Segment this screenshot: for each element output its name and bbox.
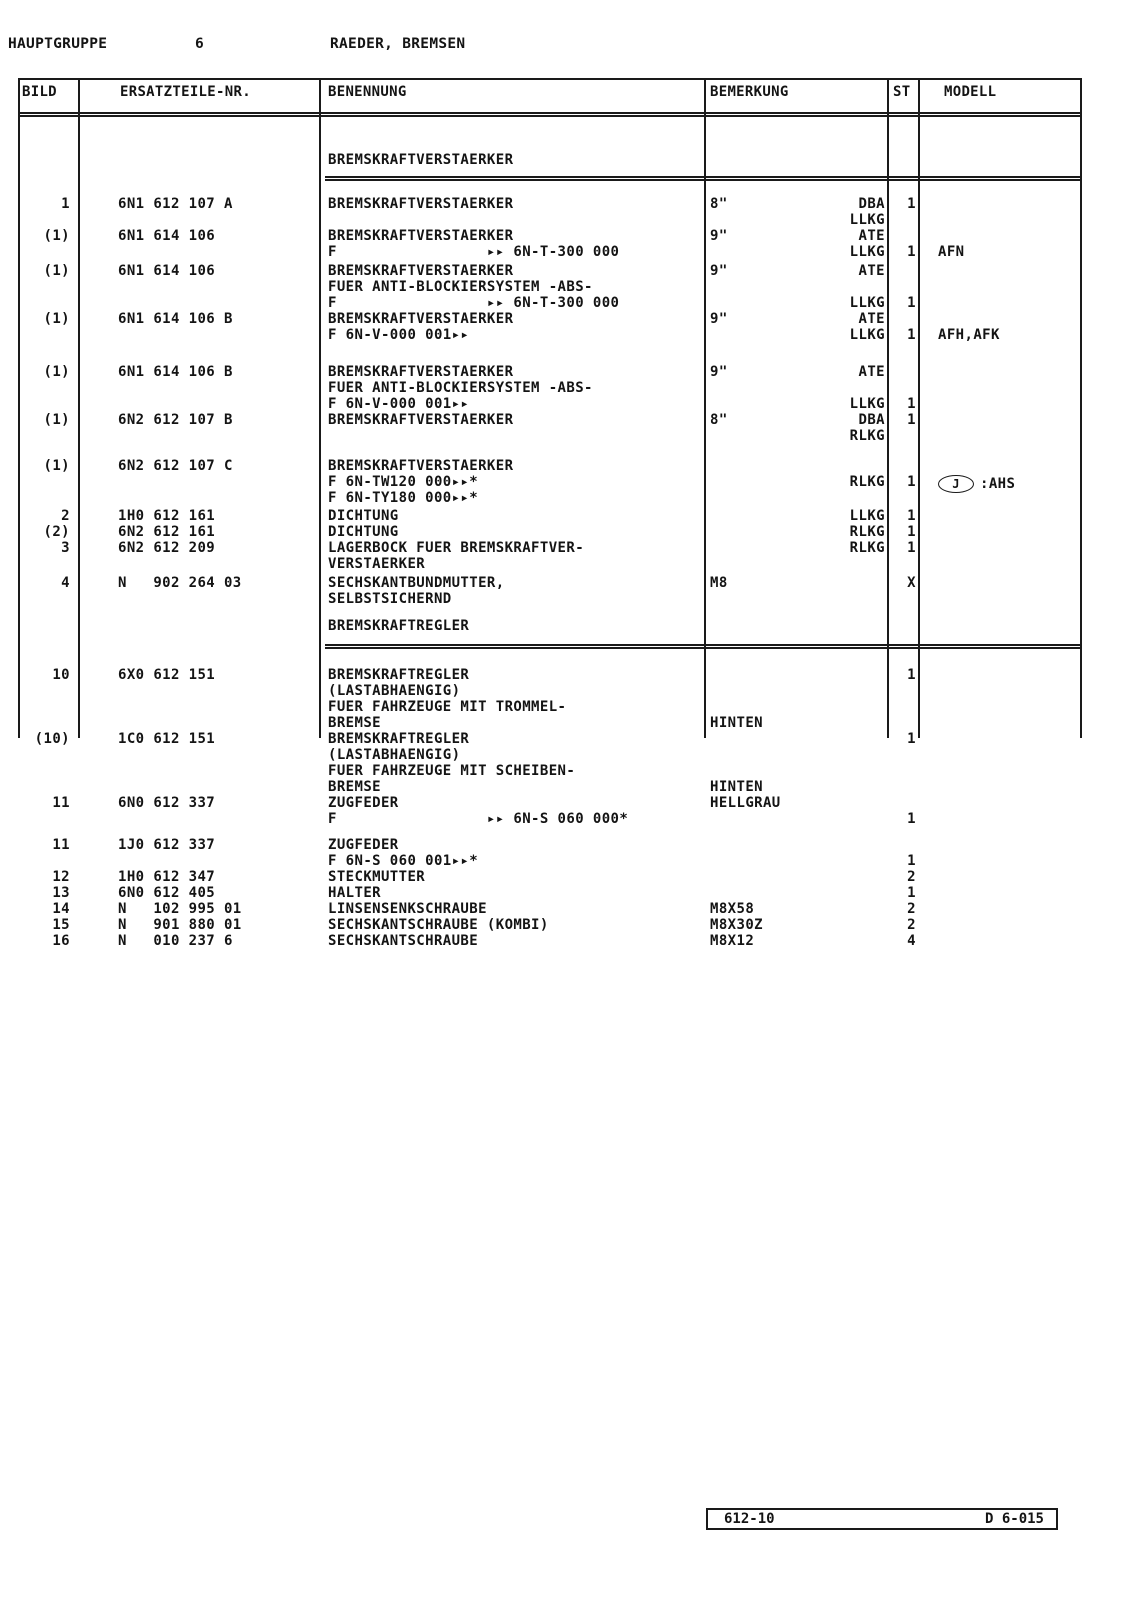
row-bem-cell: 9" [710,311,728,327]
row-benn-cell: FUER ANTI-BLOCKIERSYSTEM -ABS- [328,380,593,396]
row-st-cell: 1 [907,731,916,747]
row-st-cell: 4 [907,933,916,949]
row-part-cell: 6N2 612 107 B [118,412,233,428]
row-benn-cell: SELBSTSICHERND [328,591,452,607]
row-benn-cell: BREMSKRAFTVERSTAERKER [328,412,514,428]
row-bemr-cell: ATE [858,311,885,327]
row-bem-cell: 8" [710,412,728,428]
row-bild-cell: (1) [43,458,70,474]
row-bild-cell: (1) [43,412,70,428]
row-part-cell: 6N2 612 209 [118,540,216,556]
row-bemr-cell: RLKG [849,540,885,556]
row-st-cell: 1 [907,540,916,556]
row-st-cell: 1 [907,474,916,490]
row-part-cell: 6N0 612 405 [118,885,216,901]
footer-code-left: 612-10 [724,1511,775,1527]
row-bild-cell: 3 [61,540,70,556]
row-benn-cell: LAGERBOCK FUER BREMSKRAFTVER- [328,540,585,556]
row-benn-cell: F ▸▸ 6N-T-300 000 [328,295,620,311]
row-benn-cell: BREMSKRAFTVERSTAERKER [328,263,514,279]
row-bild-cell: 13 [52,885,70,901]
row-st-cell: 1 [907,811,916,827]
row-part-cell: 6X0 612 151 [118,667,216,683]
row-benn-cell: F 6N-V-000 001▸▸ [328,396,470,412]
group-title: RAEDER, BREMSEN [330,36,466,52]
group-number: 6 [195,36,205,52]
row-st-cell: 2 [907,917,916,933]
row-bemr-cell: RLKG [849,474,885,490]
row-st-cell: 1 [907,508,916,524]
row-bem-cell: HINTEN [710,779,763,795]
col-remark: BEMERKUNG [710,84,789,100]
row-benn-cell: STECKMUTTER [328,869,426,885]
row-benn-cell: F 6N-S 060 001▸▸* [328,853,479,869]
row-bild-cell: (1) [43,228,70,244]
row-benn-cell: BREMSKRAFTVERSTAERKER [328,311,514,327]
row-benn-cell: F 6N-TW120 000▸▸* [328,474,479,490]
row-benn-cell: DICHTUNG [328,524,399,540]
row-benn-cell: F ▸▸ 6N-T-300 000 [328,244,620,260]
row-part-cell: 6N2 612 107 C [118,458,233,474]
row-bemr-cell: LLKG [849,508,885,524]
row-benn-cell: FUER FAHRZEUGE MIT SCHEIBEN- [328,763,576,779]
col-model: MODELL [944,84,997,100]
row-bild-cell: (1) [43,311,70,327]
row-bemr-cell: LLKG [849,396,885,412]
row-benn-cell: HALTER [328,885,381,901]
row-bild-cell: 14 [52,901,70,917]
row-bem-cell: 9" [710,364,728,380]
row-bemr-cell: LLKG [849,212,885,228]
row-bem-cell: 9" [710,228,728,244]
row-st-cell: X [907,575,916,591]
row-benn-cell: ZUGFEDER [328,837,399,853]
col-name: BENENNUNG [328,84,407,100]
row-bild-cell: 10 [52,667,70,683]
row-benn-cell: F 6N-TY180 000▸▸* [328,490,479,506]
row-part-cell: 1J0 612 337 [118,837,216,853]
row-part-cell: N 102 995 01 [118,901,242,917]
row-benn-cell: ZUGFEDER [328,795,399,811]
row-bemr-cell: DBA [858,196,885,212]
header-rule [18,112,1082,117]
footer-code-right: D 6-015 [984,1511,1044,1527]
row-part-cell: 6N1 614 106 [118,263,216,279]
row-bild-cell: (1) [43,364,70,380]
row-benn-cell: BREMSKRAFTVERSTAERKER [328,458,514,474]
row-st-cell: 1 [907,853,916,869]
row-benn-cell: FUER FAHRZEUGE MIT TROMMEL- [328,699,567,715]
row-st-cell: 1 [907,524,916,540]
row-part-cell: 6N1 614 106 B [118,364,233,380]
row-part-cell: 6N1 614 106 [118,228,216,244]
row-bild-cell: 2 [61,508,70,524]
row-benn-cell: BREMSKRAFTVERSTAERKER [328,364,514,380]
row-benn-cell: SECHSKANTBUNDMUTTER, [328,575,505,591]
row-model-cell [938,475,1015,493]
row-benn-cell: VERSTAERKER [328,556,426,572]
row-bemr-cell: ATE [858,364,885,380]
row-benn-cell: (LASTABHAENGIG) [328,683,461,699]
row-st-cell: 1 [907,244,916,260]
row-benn-cell: BREMSKRAFTVERSTAERKER [328,196,514,212]
row-bem-cell: HINTEN [710,715,763,731]
row-st-cell: 1 [907,327,916,343]
row-benn-cell: F ▸▸ 6N-S 060 000* [328,811,629,827]
row-st-cell: 1 [907,412,916,428]
row-benn-cell: BREMSE [328,779,381,795]
row-part-cell: 6N0 612 337 [118,795,216,811]
model-code: :AHS [980,476,1016,492]
row-benn-cell: BREMSKRAFTREGLER [328,667,470,683]
row-bild-cell: 15 [52,917,70,933]
row-bild-cell: 12 [52,869,70,885]
row-bem-cell: 8" [710,196,728,212]
row-part-cell: N 901 880 01 [118,917,242,933]
col-part: ERSATZTEILE-NR. [120,84,251,100]
row-bem-cell: M8X58 [710,901,755,917]
row-st-cell: 2 [907,901,916,917]
section-rule [325,176,1080,181]
row-bemr-cell: LLKG [849,295,885,311]
col-bild: BILD [22,84,57,100]
row-part-cell: 6N2 612 161 [118,524,216,540]
row-bem-cell: 9" [710,263,728,279]
row-st-cell: 2 [907,869,916,885]
grid-line [1080,78,1082,738]
row-bild-cell: 16 [52,933,70,949]
section-title: BREMSKRAFTREGLER [328,618,470,634]
row-bemr-cell: RLKG [849,428,885,444]
row-benn-cell: DICHTUNG [328,508,399,524]
footer-code-box [706,1508,1058,1530]
row-bild-cell: (2) [43,524,70,540]
row-benn-cell: BREMSKRAFTVERSTAERKER [328,228,514,244]
row-bem-cell: M8X12 [710,933,755,949]
row-st-cell: 1 [907,396,916,412]
group-label: HAUPTGRUPPE [8,36,108,52]
row-bild-cell: (10) [34,731,70,747]
row-benn-cell: BREMSKRAFTREGLER [328,731,470,747]
grid-line [18,78,1082,80]
row-bild-cell: 11 [52,837,70,853]
row-st-cell: 1 [907,885,916,901]
row-benn-cell: SECHSKANTSCHRAUBE [328,933,479,949]
row-benn-cell: FUER ANTI-BLOCKIERSYSTEM -ABS- [328,279,593,295]
row-bem-cell: M8X30Z [710,917,763,933]
row-part-cell: N 010 237 6 [118,933,233,949]
row-part-cell: 6N1 612 107 A [118,196,233,212]
row-bemr-cell: ATE [858,228,885,244]
row-bemr-cell: RLKG [849,524,885,540]
grid-line [18,78,20,738]
row-bemr-cell: DBA [858,412,885,428]
row-st-cell: 1 [907,295,916,311]
row-benn-cell: SECHSKANTSCHRAUBE (KOMBI) [328,917,549,933]
row-st-cell: 1 [907,667,916,683]
row-bemr-cell: ATE [858,263,885,279]
section-title: BREMSKRAFTVERSTAERKER [328,152,514,168]
row-bemr-cell: LLKG [849,244,885,260]
col-qty: ST [893,84,911,100]
row-bild-cell: 11 [52,795,70,811]
row-benn-cell: (LASTABHAENGIG) [328,747,461,763]
grid-line [78,78,80,738]
row-part-cell: 1H0 612 161 [118,508,216,524]
section-rule [325,644,1080,649]
row-part-cell: 1H0 612 347 [118,869,216,885]
row-benn-cell: LINSENSENKSCHRAUBE [328,901,487,917]
row-bem-cell: HELLGRAU [710,795,781,811]
row-benn-cell: F 6N-V-000 001▸▸ [328,327,470,343]
circled-j-symbol: J [938,475,974,493]
grid-line [319,78,321,738]
row-bild-cell: 4 [61,575,70,591]
row-part-cell: 6N1 614 106 B [118,311,233,327]
row-bild-cell: (1) [43,263,70,279]
row-bemr-cell: LLKG [849,327,885,343]
row-mod-cell: AFN [938,244,965,260]
row-part-cell: 1C0 612 151 [118,731,216,747]
row-bem-cell: M8 [710,575,728,591]
row-mod-cell: AFH,AFK [938,327,1000,343]
row-part-cell: N 902 264 03 [118,575,242,591]
row-benn-cell: BREMSE [328,715,381,731]
row-st-cell: 1 [907,196,916,212]
row-bild-cell: 1 [61,196,70,212]
